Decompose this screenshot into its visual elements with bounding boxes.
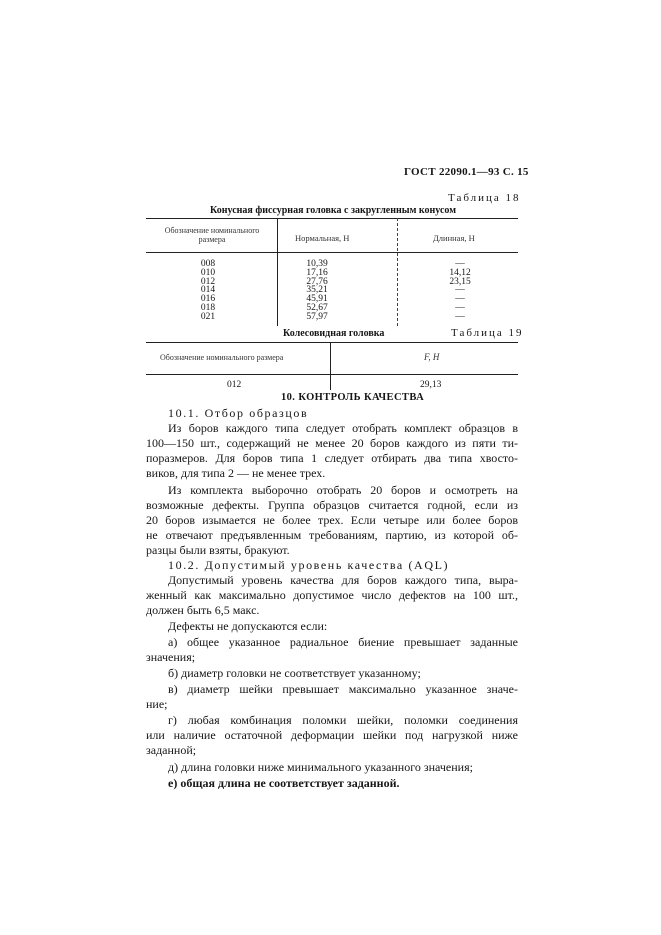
table-cell: 10,39 [306,259,328,269]
table-cell: — [455,259,465,269]
table-cell: 57,97 [306,311,328,322]
table-cell: 014 [200,285,216,296]
table-cell: 14,12 [449,267,471,278]
table-cell: 008 [200,259,216,269]
subsection-heading-sampling: 10.1. Отбор образцов [168,406,309,420]
table-cell: — [455,311,465,322]
table-19-value-cell: 29,13 [420,380,442,390]
table-19-col-force-header: F, Н [424,352,440,362]
table-18-top-rule [146,218,518,219]
table-18-long-column [440,260,480,322]
list-item-d: г) любая комбинация поломки шейки, поломки соединения [168,713,518,727]
table-cell: — [455,294,465,305]
paragraph-line: разцы были взяты, бракуют. [146,543,290,557]
table-cell: 010 [200,267,216,278]
table-cell: 018 [200,302,216,313]
table-cell: 52,67 [306,302,328,313]
list-item-e: д) длина головки ниже минимального указанного значения; [168,760,473,774]
table-18-label: Таблица 18 [448,192,521,204]
list-item-a: а) общее указанное радиальное биение превышает заданные [168,635,518,649]
paragraph-line: Допустимый уровень качества для боров каждого типа, выра- [168,573,518,587]
section-heading: 10. КОНТРОЛЬ КАЧЕСТВА [281,392,425,403]
table-18-header-rule [146,252,518,253]
table-cell: 012 [200,276,216,287]
table-cell: 45,91 [306,294,328,305]
table-19-divider [330,342,331,390]
table-18-col-long-header: Длинная, Н [433,233,475,243]
list-item-d-cont: заданной; [146,743,197,757]
subsection-heading-aql: 10.2. Допустимый уровень качества (AQL) [168,558,450,572]
table-18-title: Конусная фиссурная головка с закругленным конусом [210,205,457,216]
standard-number: ГОСТ 22090.1—93 [404,166,500,178]
list-item-a-cont: значения; [146,650,196,664]
table-18-normal-column [297,260,337,322]
table-18-col-size-header: Обозначение номинального размера [164,226,260,244]
table-19-label: Таблица 19 [451,327,524,339]
table-cell: 17,16 [306,267,328,278]
paragraph-line: Дефекты не допускаются если: [168,619,328,633]
paragraph-line: виков, для типа 2 — не менее трех. [146,466,326,480]
table-19-title: Колесовидная головка [283,328,385,339]
paragraph-line: 20 боров изымается не более трех. Если четыре или более боров [146,513,518,527]
table-18-divider-1 [277,218,278,326]
paragraph-line: не отвечают предъявленным требованиям, партию, из которой об- [146,528,518,542]
table-18-divider-2 [397,218,398,326]
page-header [404,166,529,178]
list-item-d-cont: или наличие остаточной деформации шейки под нагрузкой ниже [146,728,518,742]
table-19-top-rule [146,342,518,343]
list-item-b: б) диаметр головки не соответствует указанному; [168,666,421,680]
table-cell: — [455,285,465,296]
list-item-c: в) диаметр шейки превышает максимально указанное значе- [168,682,518,696]
table-cell: 016 [200,294,216,305]
table-18-size-column [193,260,223,322]
table-cell: 35,21 [306,285,328,296]
paragraph-line: возможные дефекты. Группа образцов считается годной, если из [146,498,518,512]
paragraph-line: женный как максимально допустимое число дефектов на 100 шт., [146,588,518,602]
paragraph-line: Из боров каждого типа следует отобрать комплект образцов в [168,421,518,435]
list-item-c-cont: ние; [146,697,168,711]
paragraph-line: 100—150 шт., содержащий не менее 20 боров каждого из пяти ти- [146,436,518,450]
table-19-header-rule [146,374,518,375]
paragraph-line: должен быть 6,5 макс. [146,603,260,617]
paragraph-line: поразмеров. Для боров типа 1 следует отбирать два типа хвосто- [146,451,518,465]
table-cell: 27,76 [306,276,328,287]
table-19-size-cell: 012 [227,380,242,390]
table-cell: — [455,302,465,313]
table-19-col-size-header: Обозначение номинального размера [160,353,284,362]
table-cell: 23,15 [449,276,471,287]
page-number: С. 15 [502,166,529,178]
paragraph-line: Из комплекта выборочно отобрать 20 боров и осмотреть на [168,483,518,497]
table-18-col-normal-header: Нормальная, Н [295,233,350,243]
list-item-f: е) общая длина не соответствует заданной. [168,776,400,790]
table-cell: 021 [200,311,216,322]
